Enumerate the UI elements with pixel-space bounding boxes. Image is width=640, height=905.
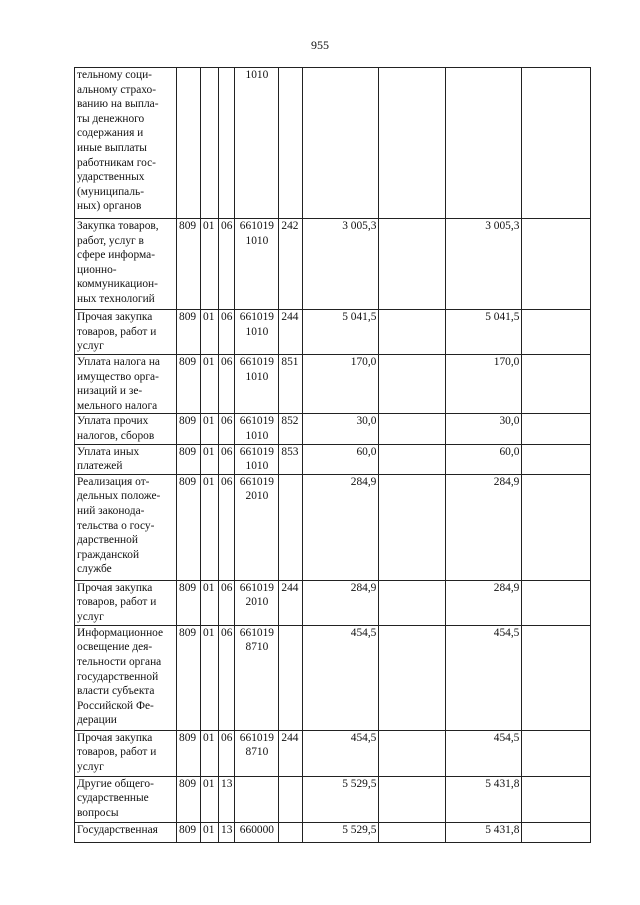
section-code-cell: 01 xyxy=(201,730,219,776)
ved-code-cell: 809 xyxy=(177,219,201,310)
table-row xyxy=(75,730,591,776)
target-article-cell: 1010 xyxy=(235,68,279,219)
expense-type-cell: 853 xyxy=(279,444,303,474)
empty-cell xyxy=(522,822,591,842)
empty-cell xyxy=(522,219,591,310)
ved-code-cell: 809 xyxy=(177,474,201,580)
table-row xyxy=(75,444,591,474)
empty-cell xyxy=(522,444,591,474)
federal-sum-cell xyxy=(379,730,446,776)
target-article-cell: 661019 8710 xyxy=(235,730,279,776)
total-sum-cell: 284,9 xyxy=(303,474,379,580)
empty-cell xyxy=(522,776,591,822)
expense-type-cell xyxy=(279,625,303,730)
target-article-cell: 661019 1010 xyxy=(235,444,279,474)
regional-sum-cell: 454,5 xyxy=(446,730,522,776)
regional-sum-cell: 170,0 xyxy=(446,355,522,414)
federal-sum-cell xyxy=(379,625,446,730)
expense-type-cell xyxy=(279,68,303,219)
subsection-code-cell: 06 xyxy=(219,444,235,474)
target-article-cell: 661019 1010 xyxy=(235,414,279,444)
regional-sum-cell: 60,0 xyxy=(446,444,522,474)
subsection-code-cell: 13 xyxy=(219,822,235,842)
target-article-cell: 660000 xyxy=(235,822,279,842)
target-article-cell: 661019 1010 xyxy=(235,355,279,414)
subsection-code-cell xyxy=(219,68,235,219)
expense-type-cell: 244 xyxy=(279,730,303,776)
expense-type-cell: 852 xyxy=(279,414,303,444)
target-article-cell: 661019 2010 xyxy=(235,580,279,625)
expense-type-cell: 244 xyxy=(279,310,303,355)
empty-cell xyxy=(522,310,591,355)
total-sum-cell xyxy=(303,68,379,219)
row-name-cell: Уплата налога на имущество орга- низаций и зе- мельного налога xyxy=(75,355,177,414)
ved-code-cell: 809 xyxy=(177,355,201,414)
section-code-cell xyxy=(201,68,219,219)
empty-cell xyxy=(522,414,591,444)
federal-sum-cell xyxy=(379,580,446,625)
subsection-code-cell: 06 xyxy=(219,625,235,730)
total-sum-cell: 30,0 xyxy=(303,414,379,444)
empty-cell xyxy=(522,355,591,414)
target-article-cell: 661019 1010 xyxy=(235,310,279,355)
regional-sum-cell: 5 431,8 xyxy=(446,776,522,822)
ved-code-cell: 809 xyxy=(177,580,201,625)
federal-sum-cell xyxy=(379,310,446,355)
ved-code-cell: 809 xyxy=(177,444,201,474)
total-sum-cell: 454,5 xyxy=(303,730,379,776)
regional-sum-cell xyxy=(446,68,522,219)
federal-sum-cell xyxy=(379,444,446,474)
table-row xyxy=(75,822,591,842)
section-code-cell: 01 xyxy=(201,625,219,730)
subsection-code-cell: 06 xyxy=(219,730,235,776)
federal-sum-cell xyxy=(379,68,446,219)
table-row xyxy=(75,776,591,822)
row-name-cell: Государственная xyxy=(75,822,177,842)
total-sum-cell: 5 529,5 xyxy=(303,822,379,842)
subsection-code-cell: 06 xyxy=(219,355,235,414)
subsection-code-cell: 06 xyxy=(219,310,235,355)
section-code-cell: 01 xyxy=(201,822,219,842)
subsection-code-cell: 06 xyxy=(219,219,235,310)
federal-sum-cell xyxy=(379,822,446,842)
row-name-cell: Уплата иных платежей xyxy=(75,444,177,474)
total-sum-cell: 5 041,5 xyxy=(303,310,379,355)
federal-sum-cell xyxy=(379,474,446,580)
row-name-cell: Закупка товаров, работ, услуг в сфере информа- ционно- коммуникацион- ных технологий xyxy=(75,219,177,310)
section-code-cell: 01 xyxy=(201,310,219,355)
ved-code-cell: 809 xyxy=(177,776,201,822)
total-sum-cell: 170,0 xyxy=(303,355,379,414)
total-sum-cell: 60,0 xyxy=(303,444,379,474)
regional-sum-cell: 284,9 xyxy=(446,580,522,625)
table-row xyxy=(75,580,591,625)
budget-table xyxy=(74,67,591,843)
table-row xyxy=(75,625,591,730)
row-name-cell: Информационное освещение дея- тельности органа государственной власти субъекта Российской Фе- дерации xyxy=(75,625,177,730)
row-name-cell: Прочая закупка товаров, работ и услуг xyxy=(75,580,177,625)
empty-cell xyxy=(522,474,591,580)
target-article-cell: 661019 8710 xyxy=(235,625,279,730)
target-article-cell: 661019 1010 xyxy=(235,219,279,310)
subsection-code-cell: 06 xyxy=(219,414,235,444)
ved-code-cell: 809 xyxy=(177,414,201,444)
ved-code-cell: 809 xyxy=(177,730,201,776)
regional-sum-cell: 284,9 xyxy=(446,474,522,580)
ved-code-cell: 809 xyxy=(177,625,201,730)
section-code-cell: 01 xyxy=(201,219,219,310)
regional-sum-cell: 3 005,3 xyxy=(446,219,522,310)
empty-cell xyxy=(522,68,591,219)
section-code-cell: 01 xyxy=(201,444,219,474)
expense-type-cell xyxy=(279,776,303,822)
subsection-code-cell: 13 xyxy=(219,776,235,822)
row-name-cell: Реализация от- дельных положе- ний законода- тельства о госу- дарственной гражданской службе xyxy=(75,474,177,580)
regional-sum-cell: 5 041,5 xyxy=(446,310,522,355)
table-row xyxy=(75,219,591,310)
total-sum-cell: 454,5 xyxy=(303,625,379,730)
section-code-cell: 01 xyxy=(201,580,219,625)
row-name-cell: Прочая закупка товаров, работ и услуг xyxy=(75,730,177,776)
table-row xyxy=(75,474,591,580)
section-code-cell: 01 xyxy=(201,776,219,822)
total-sum-cell: 5 529,5 xyxy=(303,776,379,822)
federal-sum-cell xyxy=(379,414,446,444)
total-sum-cell: 284,9 xyxy=(303,580,379,625)
row-name-cell: Другие общего- сударственные вопросы xyxy=(75,776,177,822)
federal-sum-cell xyxy=(379,219,446,310)
target-article-cell xyxy=(235,776,279,822)
empty-cell xyxy=(522,580,591,625)
subsection-code-cell: 06 xyxy=(219,474,235,580)
target-article-cell: 661019 2010 xyxy=(235,474,279,580)
expense-type-cell: 851 xyxy=(279,355,303,414)
row-name-cell: тельному соци- альному страхо- ванию на выпла- ты денежного содержания и иные выплаты работникам гос- ударственных (муниципаль- ных) органов xyxy=(75,68,177,219)
regional-sum-cell: 30,0 xyxy=(446,414,522,444)
table-row xyxy=(75,414,591,444)
section-code-cell: 01 xyxy=(201,414,219,444)
row-name-cell: Уплата прочих налогов, сборов xyxy=(75,414,177,444)
subsection-code-cell: 06 xyxy=(219,580,235,625)
page-number: 955 xyxy=(311,38,329,52)
federal-sum-cell xyxy=(379,776,446,822)
expense-type-cell: 244 xyxy=(279,580,303,625)
expense-type-cell: 242 xyxy=(279,219,303,310)
empty-cell xyxy=(522,730,591,776)
expense-type-cell xyxy=(279,474,303,580)
table-row xyxy=(75,310,591,355)
empty-cell xyxy=(522,625,591,730)
regional-sum-cell: 5 431,8 xyxy=(446,822,522,842)
table-row xyxy=(75,355,591,414)
federal-sum-cell xyxy=(379,355,446,414)
ved-code-cell xyxy=(177,68,201,219)
ved-code-cell: 809 xyxy=(177,310,201,355)
table-row xyxy=(75,68,591,219)
expense-type-cell xyxy=(279,822,303,842)
ved-code-cell: 809 xyxy=(177,822,201,842)
row-name-cell: Прочая закупка товаров, работ и услуг xyxy=(75,310,177,355)
total-sum-cell: 3 005,3 xyxy=(303,219,379,310)
regional-sum-cell: 454,5 xyxy=(446,625,522,730)
section-code-cell: 01 xyxy=(201,474,219,580)
section-code-cell: 01 xyxy=(201,355,219,414)
